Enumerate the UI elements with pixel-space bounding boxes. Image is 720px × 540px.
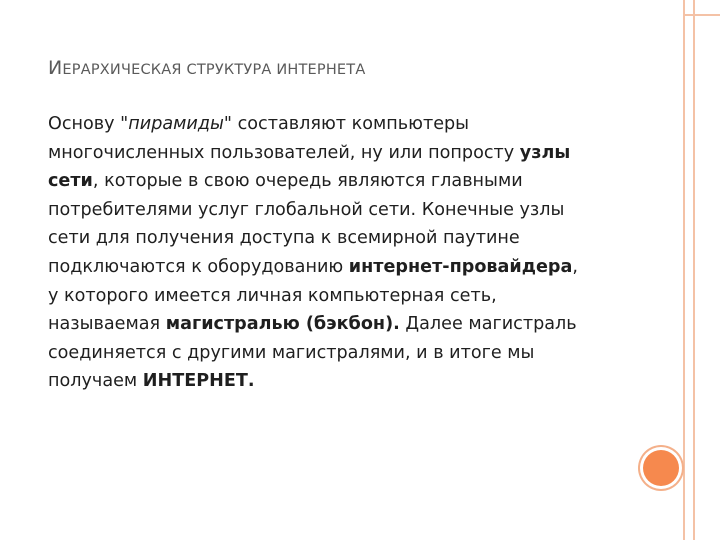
italic-term: пирамиды xyxy=(128,114,224,134)
bold-term: интернет-провайдера xyxy=(348,256,573,277)
body-segment: многочисленных пользователей, ну или попросту xyxy=(48,142,520,163)
slide-title xyxy=(48,44,365,82)
body-segment: сети для получения доступа к всемирной паутине xyxy=(48,228,520,249)
bold-term: сети xyxy=(48,171,93,192)
body-line xyxy=(48,367,628,396)
body-line xyxy=(48,196,628,225)
body-segment: подключаются к оборудованию xyxy=(48,256,349,277)
body-segment: называемая xyxy=(48,314,166,335)
body-line xyxy=(48,253,628,282)
body-line xyxy=(48,339,628,368)
body-segment: " составляют компьютеры xyxy=(223,114,470,134)
decorative-circle xyxy=(643,450,679,486)
body-segment: потребителями услуг глобальной сети. Конечные узлы xyxy=(48,199,565,220)
body-segment: у которого имеется личная компьютерная сеть, xyxy=(48,285,497,306)
body-segment: получаем xyxy=(48,371,143,392)
body-line xyxy=(48,282,628,311)
body-line xyxy=(48,310,628,339)
title-rest: ЕРАРХИЧЕСКАЯ СТРУКТУРА ИНТЕРНЕТА xyxy=(62,62,366,78)
frame-line-right xyxy=(693,0,695,540)
body-line xyxy=(48,110,628,139)
body-segment: , которые в свою очередь являются главными xyxy=(92,171,523,192)
bold-term: узлы xyxy=(519,142,571,163)
body-segment: Далее магистраль xyxy=(399,314,577,335)
bold-term: ИНТЕРНЕТ. xyxy=(142,371,255,392)
slide-body-text xyxy=(48,110,628,396)
body-segment: Основу " xyxy=(48,114,129,134)
body-line xyxy=(48,224,628,253)
body-segment: , xyxy=(572,256,578,277)
body-line xyxy=(48,139,628,168)
title-first-letter: И xyxy=(48,57,63,79)
bold-term: магистралью (бэкбон). xyxy=(165,314,400,335)
frame-line-top xyxy=(683,14,720,16)
body-line xyxy=(48,167,628,196)
body-segment: соединяется с другими магистралями, и в итоге мы xyxy=(48,342,535,363)
frame-line-left xyxy=(683,0,685,540)
